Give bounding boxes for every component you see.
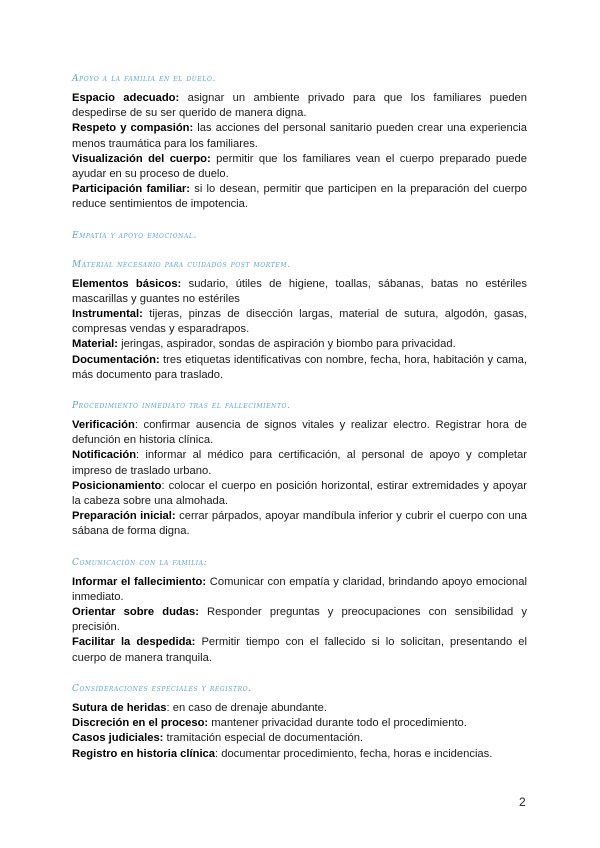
list-item xyxy=(72,277,527,307)
item-term: Participación familiar: xyxy=(72,183,191,196)
item-text: permitir que los familiares vean el cuerpo preparado puede ayudar en su proceso de duelo. xyxy=(72,152,527,181)
item-text: : en caso de drenaje abundante. xyxy=(166,701,327,714)
section-procedimiento xyxy=(72,400,527,540)
page-number: 2 xyxy=(519,795,526,809)
item-term: Verificación xyxy=(72,419,135,432)
section-empatia xyxy=(72,230,527,242)
item-text: si lo desean, permitir que participen en la preparación del cuerpo reduce sentimientos de impotencia. xyxy=(72,183,527,211)
item-text: jeringas, aspirador, sondas de aspiración y biombo para privacidad. xyxy=(118,338,456,351)
item-text: : informar al médico para certificación, al personal de apoyo y completar impreso de traslado urbano. xyxy=(72,449,527,477)
item-term: Casos judiciales: xyxy=(72,732,164,745)
item-term: Instrumental: xyxy=(72,308,143,321)
section-heading: Empatía y apoyo emocional. xyxy=(72,230,197,241)
item-term: Respeto y compasión: xyxy=(72,122,194,135)
item-text: tramitación especial de documentación. xyxy=(163,732,364,745)
section-comunicacion xyxy=(72,557,527,666)
item-text: las acciones del personal sanitario pueden crear una experiencia menos traumática para los familiares. xyxy=(72,122,528,150)
list-item xyxy=(72,509,527,539)
item-term: Orientar sobre dudas: xyxy=(72,606,199,619)
item-text: tres etiquetas identificativas con nombre, fecha, hora, habitación y cama, más documento para traslado. xyxy=(72,353,527,381)
section-consideraciones xyxy=(72,683,527,762)
list-item xyxy=(72,307,527,337)
item-text: Permitir tiempo con el fallecido si lo solicitan, presentando el cuerpo de manera tranquila. xyxy=(72,636,527,664)
item-term: Material: xyxy=(72,338,119,351)
item-text: : documentar procedimiento, fecha, horas e incidencias. xyxy=(215,747,493,760)
list-item xyxy=(72,479,527,509)
item-text: mantener privacidad durante todo el procedimiento. xyxy=(208,717,467,730)
item-text: Comunicar con empatía y claridad, brindando apoyo emocional inmediato. xyxy=(72,575,527,603)
list-item xyxy=(72,635,527,665)
list-item xyxy=(72,747,527,762)
list-item xyxy=(72,353,527,383)
section-heading: Procedimiento inmediato tras el fallecimiento. xyxy=(72,401,291,412)
list-item xyxy=(72,91,527,121)
item-term: Elementos básicos: xyxy=(72,277,182,290)
list-item xyxy=(72,605,527,635)
item-term: Sutura de heridas xyxy=(72,701,167,714)
item-text: tijeras, pinzas de disección largas, material de sutura, algodón, gasas, compresas vendas y esparadrapos. xyxy=(72,308,527,336)
list-item xyxy=(72,121,527,151)
list-item xyxy=(72,418,527,448)
item-term: Notificación xyxy=(72,449,137,462)
list-item xyxy=(72,448,527,478)
section-heading: Material necesario para cuidados post mortem. xyxy=(72,259,291,270)
item-text: asignar un ambiente privado para que los familiares pueden despedirse de su ser querido de manera digna. xyxy=(72,92,527,120)
list-item xyxy=(72,337,527,352)
item-text: cerrar párpados, apoyar mandíbula inferior y cubrir el cuerpo con una sábana de forma digna. xyxy=(72,510,528,538)
item-term: Documentación: xyxy=(72,353,160,366)
list-item xyxy=(72,731,527,746)
item-term: Posicionamiento xyxy=(72,479,162,492)
list-item xyxy=(72,152,527,182)
item-text: : colocar el cuerpo en posición horizontal, estirar extremidades y apoyar la cabeza sobre una almohada. xyxy=(72,479,527,508)
item-text: Responder preguntas y preocupaciones con sensibilidad y precisión. xyxy=(72,606,527,634)
list-item xyxy=(72,701,527,716)
section-material xyxy=(72,259,527,383)
section-heading: Apoyo a la familia en el duelo. xyxy=(72,74,216,84)
item-term: Registro en historia clínica xyxy=(72,747,215,760)
item-term: Preparación inicial: xyxy=(72,510,176,523)
item-term: Informar el fallecimiento: xyxy=(72,575,207,588)
item-text: : confirmar ausencia de signos vitales y realizar electro. Registrar hora de defunción en historia clínica. xyxy=(72,419,527,447)
section-heading: Comunicación con la familia: xyxy=(72,557,208,568)
item-term: Visualización del cuerpo: xyxy=(72,152,211,165)
section-heading: Consideraciones especiales y registro. xyxy=(72,683,252,694)
item-term: Espacio adecuado: xyxy=(72,92,180,104)
item-term: Discreción en el proceso: xyxy=(72,717,209,730)
list-item xyxy=(72,182,527,212)
document-body xyxy=(72,73,527,779)
section-apoyo-familia xyxy=(72,73,527,213)
item-term: Facilitar la despedida: xyxy=(72,636,196,649)
list-item xyxy=(72,716,527,731)
list-item xyxy=(72,575,527,605)
item-text: sudario, útiles de higiene, toallas, sábanas, batas no estériles mascarillas y guantes no estériles xyxy=(72,277,527,305)
